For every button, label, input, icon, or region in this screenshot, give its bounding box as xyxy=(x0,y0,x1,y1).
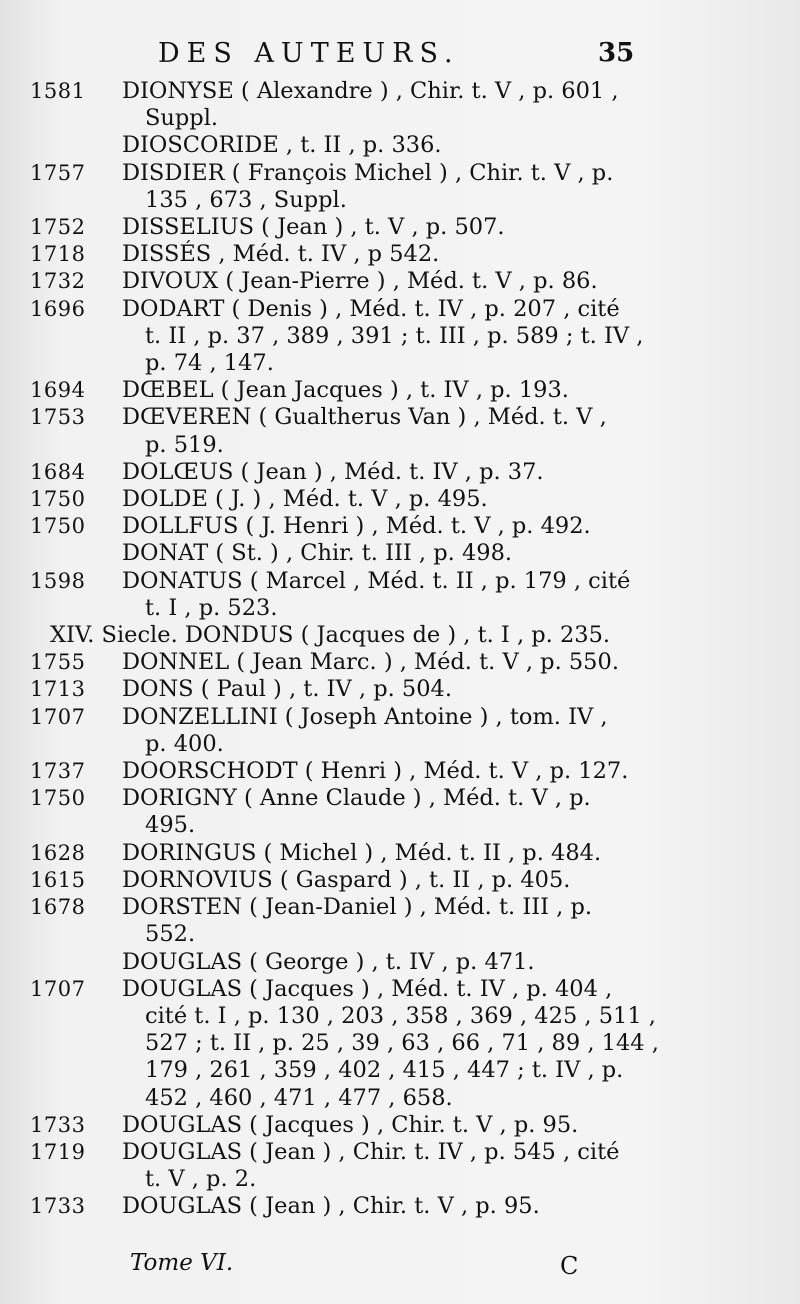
entry-year: 1733 xyxy=(30,1194,86,1219)
entry-continuation: 527 ; t. II , p. 25 , 39 , 63 , 66 , 71 , 89 , 144 , xyxy=(145,1030,659,1057)
index-entry xyxy=(0,268,800,295)
volume-label: Tome VI. xyxy=(130,1250,234,1276)
entry-text: DONATUS ( Marcel , Méd. t. II , p. 179 , cité xyxy=(122,567,631,594)
entry-text: DODART ( Denis ) , Méd. t. IV , p. 207 , cité xyxy=(122,295,620,322)
entry-text: DOUGLAS ( Jacques ) , Méd. t. IV , p. 404 , xyxy=(122,975,613,1002)
entry-text: DONS ( Paul ) , t. IV , p. 504. xyxy=(122,676,453,703)
index-entry xyxy=(0,568,800,622)
index-entry xyxy=(0,758,800,785)
entry-continuation: 179 , 261 , 359 , 402 , 415 , 447 ; t. IV , p. xyxy=(145,1057,624,1084)
entry-text: DIVOUX ( Jean-Pierre ) , Méd. t. V , p. 86. xyxy=(122,268,598,295)
entry-text: DOLLFUS ( J. Henri ) , Méd. t. V , p. 492. xyxy=(122,513,591,540)
entry-text: DORINGUS ( Michel ) , Méd. t. II , p. 484. xyxy=(122,839,602,866)
entry-year: 1696 xyxy=(30,296,86,321)
entry-year: 1733 xyxy=(30,1112,86,1137)
entry-text: DOUGLAS ( Jean ) , Chir. t. V , p. 95. xyxy=(122,1193,540,1220)
entry-continuation: cité t. I , p. 130 , 203 , 358 , 369 , 425 , 511 , xyxy=(145,1002,656,1029)
index-entry xyxy=(0,976,800,1112)
entry-text: DOLDE ( J. ) , Méd. t. V , p. 495. xyxy=(122,486,488,513)
index-entry xyxy=(0,622,800,649)
index-entry xyxy=(0,949,800,976)
entry-text: DORSTEN ( Jean-Daniel ) , Méd. t. III , p. xyxy=(122,894,593,921)
entry-year: 1684 xyxy=(30,459,86,484)
index-entry xyxy=(0,78,800,132)
page-header xyxy=(0,38,800,78)
index-entry xyxy=(0,649,800,676)
index-entry xyxy=(0,676,800,703)
entry-text: DOUGLAS ( George ) , t. IV , p. 471. xyxy=(122,948,535,975)
entry-year: 1753 xyxy=(30,405,86,430)
entry-continuation: 495. xyxy=(145,812,196,839)
entry-year: 1750 xyxy=(30,786,86,811)
entry-year: 1707 xyxy=(30,976,86,1001)
entry-year: 1719 xyxy=(30,1139,86,1164)
author-index-list xyxy=(0,78,800,1221)
entry-year: 1752 xyxy=(30,215,86,240)
entry-text: DŒBEL ( Jean Jacques ) , t. IV , p. 193. xyxy=(122,377,569,404)
entry-continuation: 135 , 673 , Suppl. xyxy=(145,186,347,213)
entry-year: 1757 xyxy=(30,160,86,185)
entry-year: 1581 xyxy=(30,79,86,103)
entry-continuation: 452 , 460 , 471 , 477 , 658. xyxy=(145,1084,453,1111)
index-entry xyxy=(0,894,800,948)
entry-text: DOORSCHODT ( Henri ) , Méd. t. V , p. 127. xyxy=(122,758,629,785)
entry-year: 1750 xyxy=(30,514,86,539)
entry-year: 1713 xyxy=(30,677,86,702)
index-entry xyxy=(0,214,800,241)
entry-text: DOUGLAS ( Jacques ) , Chir. t. V , p. 95. xyxy=(122,1111,579,1138)
entry-continuation: t. I , p. 523. xyxy=(145,594,278,621)
entry-text: DORNOVIUS ( Gaspard ) , t. II , p. 405. xyxy=(122,866,571,893)
index-entry xyxy=(0,513,800,540)
index-entry xyxy=(0,1112,800,1139)
running-title: DES AUTEURS. xyxy=(158,38,460,69)
entry-continuation: p. 400. xyxy=(145,730,224,757)
entry-text: XIV. Siecle. DONDUS ( Jacques de ) , t. I , p. 235. xyxy=(50,622,611,649)
entry-continuation: t. II , p. 37 , 389 , 391 ; t. III , p. 589 ; t. IV , xyxy=(145,322,644,349)
index-entry xyxy=(0,241,800,268)
entry-text: DOUGLAS ( Jean ) , Chir. t. IV , p. 545 , cité xyxy=(122,1138,620,1165)
entry-continuation: p. 74 , 147. xyxy=(145,350,274,377)
entry-year: 1615 xyxy=(30,867,86,892)
index-entry xyxy=(0,540,800,567)
index-entry xyxy=(0,377,800,404)
index-entry xyxy=(0,296,800,378)
entry-year: 1707 xyxy=(30,704,86,729)
entry-year: 1737 xyxy=(30,759,86,784)
entry-text: DIONYSE ( Alexandre ) , Chir. t. V , p. 601 , xyxy=(122,78,619,104)
entry-continuation: 552. xyxy=(145,921,196,948)
index-entry xyxy=(0,132,800,159)
index-entry xyxy=(0,459,800,486)
entry-continuation: p. 519. xyxy=(145,431,224,458)
index-entry xyxy=(0,840,800,867)
entry-year: 1694 xyxy=(30,378,86,403)
index-entry xyxy=(0,404,800,458)
entry-text: DONZELLINI ( Joseph Antoine ) , tom. IV , xyxy=(122,703,608,730)
index-entry xyxy=(0,1193,800,1220)
entry-year: 1718 xyxy=(30,242,86,267)
entry-year: 1732 xyxy=(30,269,86,294)
entry-text: DOLŒUS ( Jean ) , Méd. t. IV , p. 37. xyxy=(122,458,544,485)
entry-text: DIOSCORIDE , t. II , p. 336. xyxy=(122,132,442,159)
page-footer xyxy=(0,1250,800,1284)
entry-text: DISDIER ( François Michel ) , Chir. t. V , p. xyxy=(122,159,614,186)
entry-text: DISSÉS , Méd. t. IV , p 542. xyxy=(122,241,440,268)
entry-continuation: t. V , p. 2. xyxy=(145,1166,257,1193)
entry-continuation: Suppl. xyxy=(145,105,219,132)
entry-year: 1750 xyxy=(30,487,86,512)
entry-text: DISSELIUS ( Jean ) , t. V , p. 507. xyxy=(122,214,505,241)
signature-mark: C xyxy=(560,1252,579,1280)
entry-year: 1755 xyxy=(30,650,86,675)
entry-text: DONNEL ( Jean Marc. ) , Méd. t. V , p. 550. xyxy=(122,649,619,676)
entry-text: DŒVEREN ( Gualtherus Van ) , Méd. t. V , xyxy=(122,404,607,431)
entry-text: DONAT ( St. ) , Chir. t. III , p. 498. xyxy=(122,540,513,567)
index-entry xyxy=(0,486,800,513)
index-entry xyxy=(0,1139,800,1193)
entry-year: 1598 xyxy=(30,568,86,593)
page-number: 35 xyxy=(598,38,635,68)
index-entry xyxy=(0,160,800,214)
index-entry xyxy=(0,785,800,839)
index-entry xyxy=(0,867,800,894)
index-entry xyxy=(0,704,800,758)
entry-year: 1678 xyxy=(30,895,86,920)
entry-year: 1628 xyxy=(30,840,86,865)
entry-text: DORIGNY ( Anne Claude ) , Méd. t. V , p. xyxy=(122,785,591,812)
